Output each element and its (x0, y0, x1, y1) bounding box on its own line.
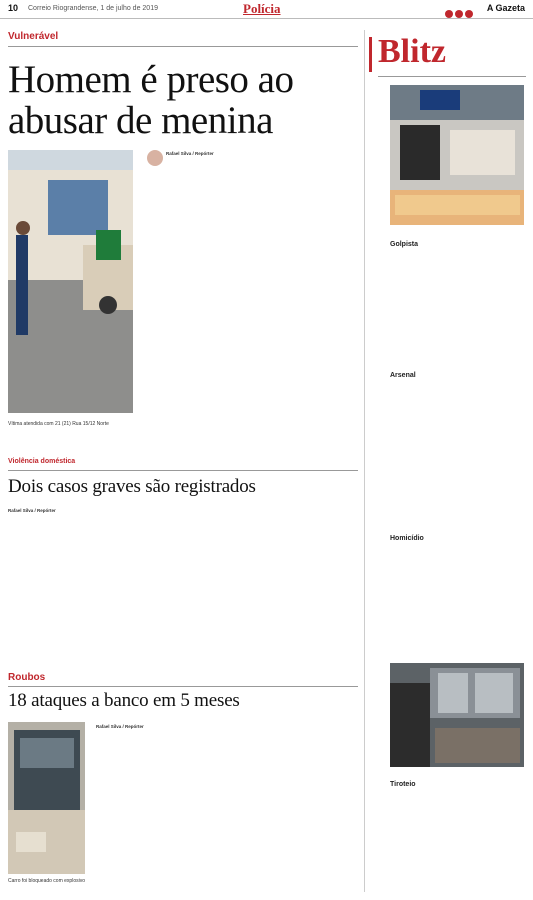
story1-caption: Vítima atendida com 21 (21) Rua 15/12 Norte (8, 421, 109, 427)
newspaper-logo: A Gazeta (486, 3, 525, 13)
story3-column-2 (180, 722, 265, 892)
story2-column-3 (142, 508, 206, 643)
author-avatar (147, 150, 163, 166)
blitz-item-3-title: Homicídio (390, 535, 424, 542)
story1-column-2 (250, 150, 350, 428)
blitz-title: Blitz (378, 33, 446, 70)
story1-headline: Homem é preso ao abusar de menina (8, 58, 294, 142)
story2-column-5 (284, 508, 354, 643)
section-title: Polícia (243, 1, 281, 16)
page-header (0, 0, 533, 19)
story1-rule (8, 46, 358, 47)
story3-column-3 (273, 722, 358, 892)
story1-byline: Rafael Silva / Repórter (166, 151, 214, 156)
story3-photo (8, 722, 85, 874)
brand-dots-icon (443, 5, 473, 23)
blitz-photo-1 (390, 85, 524, 225)
column-divider (364, 30, 365, 892)
story2-rule (8, 470, 358, 471)
page-date: Correio Riograndense, 1 de julho de 2019 (28, 5, 158, 12)
story3-byline: Rafael Silva / Repórter (96, 724, 144, 729)
story1-kicker: Vulnerável (8, 31, 59, 42)
blitz-item-4-text (390, 796, 524, 894)
story3-column-1 (96, 743, 171, 893)
blitz-item-3-text (390, 550, 524, 648)
blitz-item-4-title: Tiroteio (390, 781, 416, 788)
story2-column-4 (213, 508, 277, 643)
story2-kicker: Violência doméstica (8, 458, 76, 465)
story1-column-1 (147, 183, 242, 428)
story2-column-1 (8, 525, 64, 643)
story2-byline: Rafael Silva / Repórter (8, 508, 56, 513)
story3-caption: Carro foi bloqueado com explosivo (8, 878, 85, 884)
story2-column-2 (71, 508, 135, 643)
blitz-item-2-text (390, 387, 524, 522)
story3-kicker: Roubos (8, 672, 46, 683)
blitz-item-2-title: Arsenal (390, 372, 416, 379)
blitz-photo-2 (390, 663, 524, 767)
blitz-item-1-title: Golpista (390, 241, 419, 248)
story1-photo (8, 150, 133, 413)
page-number: 10 (8, 3, 19, 13)
blitz-rule (378, 76, 526, 77)
blitz-accent-bar (369, 37, 372, 72)
story3-rule (8, 686, 358, 687)
story2-headline: Dois casos graves são registrados (8, 476, 256, 497)
story3-headline: 18 ataques a banco em 5 meses (8, 690, 240, 711)
blitz-item-1-text (390, 256, 524, 356)
